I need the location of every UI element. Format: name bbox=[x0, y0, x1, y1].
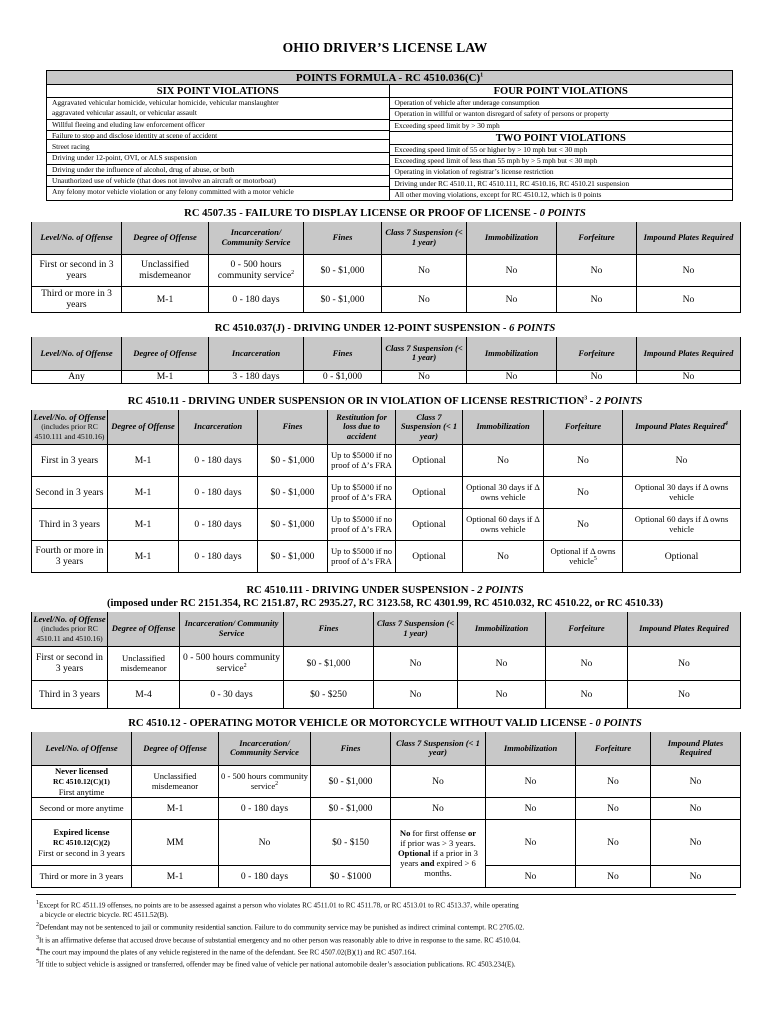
violation-item: All other moving violations, except for RC 4510.12, which is 0 points bbox=[394, 190, 602, 200]
header-level: Level/No. of Offense (includes prior RC 4510.11 and 4510.16) bbox=[32, 612, 108, 646]
violation-item: Unauthorized use of vehicle (that does not involve an aircraft or motorboat) bbox=[47, 176, 389, 187]
four-point-list bbox=[390, 98, 733, 132]
section-subtitle-4510-111: (imposed under RC 2151.354, RC 2151.87, RC 2935.27, RC 3123.58, RC 4301.99, RC 4510.032, RC 4510.22, or RC 4510.33) bbox=[106, 598, 664, 609]
violation-item: Aggravated vehicular homicide, vehicular homicide, vehicular manslaughter bbox=[52, 98, 279, 107]
table-row: Any M-1 3 - 180 days 0 - $1,000 No No No No bbox=[32, 370, 741, 383]
header-forfeiture: Forfeiture bbox=[557, 222, 637, 254]
footnote: $^4$The court may impound the plates of any vehicle registered in the name of the defendant. See RC 4507.02(B)(1) and RC 4507.164. bbox=[36, 946, 417, 957]
table-row: Third in 3 years M-1 0 - 180 days $0 - $1,000 Up to $5000 if no proof of Δ’s FRA Optional Optional 60 days if Δ owns vehicle No Optional 60 days if Δ owns vehicle bbox=[32, 508, 741, 540]
header-impound: Impound Plates Required bbox=[637, 337, 741, 370]
section-title-4510-037: RC 4510.037(J) - DRIVING UNDER 12-POINT SUSPENSION - 6 POINTS bbox=[214, 323, 556, 334]
header-incarceration: Incarceration/ Community Service bbox=[180, 612, 284, 646]
table-row: First in 3 years M-1 0 - 180 days $0 - $1,000 Up to $5000 if no proof of Δ’s FRA Optional No No No bbox=[32, 444, 741, 476]
section-title-4510-12: RC 4510.12 - OPERATING MOTOR VEHICLE OR MOTORCYCLE WITHOUT VALID LICENSE - 0 POINTS bbox=[128, 718, 642, 729]
table-row: Never licensed RC 4510.12(C)(1) First anytime Unclassified misdemeanor 0 - 500 hours community service$^2$ $0 - $1,000 No No No No bbox=[32, 765, 741, 797]
table-4510-12 bbox=[31, 732, 741, 888]
section-title-4507-35: RC 4507.35 - FAILURE TO DISPLAY LICENSE OR PROOF OF LICENSE - 0 POINTS bbox=[184, 208, 586, 219]
violation-item: Exceeding speed limit by > 30 mph bbox=[394, 120, 500, 130]
header-fines: Fines bbox=[258, 410, 328, 444]
header-suspension: Class 7 Suspension (< 1 year) bbox=[382, 337, 467, 370]
table-4510-037 bbox=[31, 337, 741, 384]
six-point-column bbox=[47, 85, 390, 200]
header-incarceration: Incarceration bbox=[209, 337, 304, 370]
violation-item: Driving under RC 4510.11, RC 4510.111, RC 4510.16, RC 4510.21 suspension bbox=[390, 179, 733, 190]
footnote: $^3$It is an affirmative defense that accused drove because of substantial emergency and no other person was reasonably able to drive in response to the same. RC 4510.04. bbox=[36, 934, 521, 944]
header-immobilization: Immobilization bbox=[463, 410, 544, 444]
two-point-title: TWO POINT VIOLATIONS bbox=[390, 132, 733, 145]
table-row: Third or more in 3 years M-1 0 - 180 days $0 - $1,000 No No No No bbox=[32, 286, 741, 312]
footnotes bbox=[36, 894, 736, 970]
header-forfeiture: Forfeiture bbox=[544, 410, 623, 444]
header-level: Level/No. of Offense bbox=[32, 337, 122, 370]
table-row: Expired license RC 4510.12(C)(2) First or second in 3 years MM No $0 - $150 No for first offense or if prior was > 3 years. Optional if a prior in 3 years and expired > 6 months. No No No bbox=[32, 819, 741, 865]
expired-suspension-cell: No for first offense or if prior was > 3 years. Optional if a prior in 3 years and expired > 6 months. bbox=[391, 819, 486, 887]
header-immobilization: Immobilization bbox=[458, 612, 546, 646]
header-incarceration: Incarceration/ Community Service bbox=[209, 222, 304, 254]
header-level: Level/No. of Offense bbox=[32, 222, 122, 254]
violation-item: Operation in willful or wanton disregard of safety of persons or property bbox=[390, 109, 733, 120]
violation-item: aggravated vehicular assault, or vehicular assault bbox=[47, 108, 389, 119]
header-suspension: Class 7 Suspension (< 1 year) bbox=[382, 222, 467, 254]
page-title: OHIO DRIVER’S LICENSE LAW bbox=[282, 40, 488, 55]
header-fines: Fines bbox=[304, 222, 382, 254]
header-impound: Impound Plates Required bbox=[637, 222, 741, 254]
two-point-list bbox=[390, 145, 733, 200]
header-suspension: Class 7 Suspension (< 1 year) bbox=[396, 410, 463, 444]
header-restitution: Restitution for loss due to accident bbox=[328, 410, 396, 444]
header-immobilization: Immobilization bbox=[467, 222, 557, 254]
header-suspension: Class 7 Suspension (< 1 year) bbox=[391, 732, 486, 765]
header-forfeiture: Forfeiture bbox=[557, 337, 637, 370]
header-level: Level/No. of Offense (includes prior RC 4510.111 and 4510.16) bbox=[32, 410, 108, 444]
header-fines: Fines bbox=[311, 732, 391, 765]
six-point-group-1 bbox=[47, 98, 389, 140]
header-degree: Degree of Offense bbox=[108, 612, 180, 646]
four-two-point-column bbox=[390, 85, 733, 200]
violation-item: Willful fleeing and eluding law enforcement officer bbox=[47, 120, 389, 131]
six-point-title: SIX POINT VIOLATIONS bbox=[47, 85, 389, 98]
header-forfeiture: Forfeiture bbox=[546, 612, 628, 646]
violation-item: Operation of vehicle after underage consumption bbox=[390, 98, 733, 109]
header-degree: Degree of Offense bbox=[122, 337, 209, 370]
six-point-group-2 bbox=[47, 140, 389, 197]
table-row: Second or more anytime M-1 0 - 180 days $0 - $1,000 No No No No bbox=[32, 797, 741, 819]
points-formula-box bbox=[46, 70, 733, 201]
table-row: First or second in 3 years Unclassified misdemeanor 0 - 500 hours community service$^2$ $0 - $1,000 No No No No bbox=[32, 646, 741, 680]
violation-item: Street racing bbox=[47, 142, 389, 153]
table-4507-35 bbox=[31, 222, 741, 313]
table-row: Third or more in 3 years M-1 0 - 180 days $0 - $1000 No No No bbox=[32, 865, 741, 887]
section-title-4510-11: RC 4510.11 - DRIVING UNDER SUSPENSION OR IN VIOLATION OF LICENSE RESTRICTION$^3$ - 2 POINTS bbox=[127, 395, 643, 407]
table-4510-11 bbox=[31, 410, 741, 573]
header-degree: Degree of Offense bbox=[122, 222, 209, 254]
points-formula-heading: POINTS FORMULA - RC $4510.036(C)^1$ bbox=[47, 71, 732, 85]
header-immobilization: Immobilization bbox=[486, 732, 576, 765]
header-forfeiture: Forfeiture bbox=[576, 732, 651, 765]
violation-item: Exceeding speed limit of less than 55 mph by > 5 mph but < 30 mph bbox=[390, 156, 733, 167]
footnote: $^1$Except for RC 4511.19 offenses, no points are to be assessed against a person who violates RC 4511.01 to RC 4511.78, or RC 4513.01 to RC 4513.37, while operating bbox=[36, 900, 519, 910]
violation-item: Operating in violation of registrar’s license restriction bbox=[390, 167, 733, 178]
violation-item: Exceeding speed limit of 55 or higher by > 10 mph but < 30 mph bbox=[390, 145, 733, 156]
header-suspension: Class 7 Suspension (< 1 year) bbox=[374, 612, 458, 646]
violation-item: Failure to stop and disclose identity at scene of accident bbox=[52, 130, 218, 140]
header-level: Level/No. of Offense bbox=[32, 732, 132, 765]
header-impound: Impound Plates Required$^4$ bbox=[623, 410, 741, 444]
header-impound: Impound Plates Required bbox=[628, 612, 741, 646]
header-degree: Degree of Offense bbox=[132, 732, 219, 765]
violation-item: Driving under 12-point, OVI, or ALS suspension bbox=[47, 153, 389, 164]
header-degree: Degree of Offense bbox=[108, 410, 179, 444]
table-row: First or second in 3 years Unclassified misdemeanor 0 - 500 hours community service$^2$ $0 - $1,000 No No No No bbox=[32, 254, 741, 286]
four-point-title: FOUR POINT VIOLATIONS bbox=[390, 85, 733, 98]
footnote: $^5$If title to subject vehicle is assigned or transferred, offender may be fined value of vehicle per national automobile dealer’s association publications. RC 4503.234(E). bbox=[36, 959, 516, 969]
header-incarceration: Incarceration bbox=[179, 410, 258, 444]
table-row: Second in 3 years M-1 0 - 180 days $0 - $1,000 Up to $5000 if no proof of Δ’s FRA Optional Optional 30 days if Δ owns vehicle No Optional 30 days if Δ owns vehicle bbox=[32, 476, 741, 508]
section-title-4510-111: RC 4510.111 - DRIVING UNDER SUSPENSION - 2 POINTS bbox=[246, 585, 524, 596]
violation-item: Any felony motor vehicle violation or any felony committed with a motor vehicle bbox=[52, 187, 294, 197]
table-row: Fourth or more in 3 years M-1 0 - 180 days $0 - $1,000 Up to $5000 if no proof of Δ’s FRA Optional No Optional if Δ owns vehicle$^5$ Optional bbox=[32, 540, 741, 572]
violation-item: Driving under the influence of alcohol, drug of abuse, or both bbox=[47, 165, 389, 176]
table-4510-111 bbox=[31, 612, 741, 709]
footnote: a bicycle or electric bicycle. RC 4511.52(B). bbox=[40, 911, 169, 920]
header-immobilization: Immobilization bbox=[467, 337, 557, 370]
header-fines: Fines bbox=[284, 612, 374, 646]
header-incarceration: Incarceration/ Community Service bbox=[219, 732, 311, 765]
header-fines: Fines bbox=[304, 337, 382, 370]
footnote: $^2$Defendant may not be sentenced to jail or community residential sanction. Failure to do community service may be punished as indirect criminal contempt. RC 2705.02. bbox=[36, 922, 525, 932]
header-impound: Impound Plates Required bbox=[651, 732, 741, 765]
table-row: Third in 3 years M-4 0 - 30 days $0 - $250 No No No No bbox=[32, 680, 741, 708]
